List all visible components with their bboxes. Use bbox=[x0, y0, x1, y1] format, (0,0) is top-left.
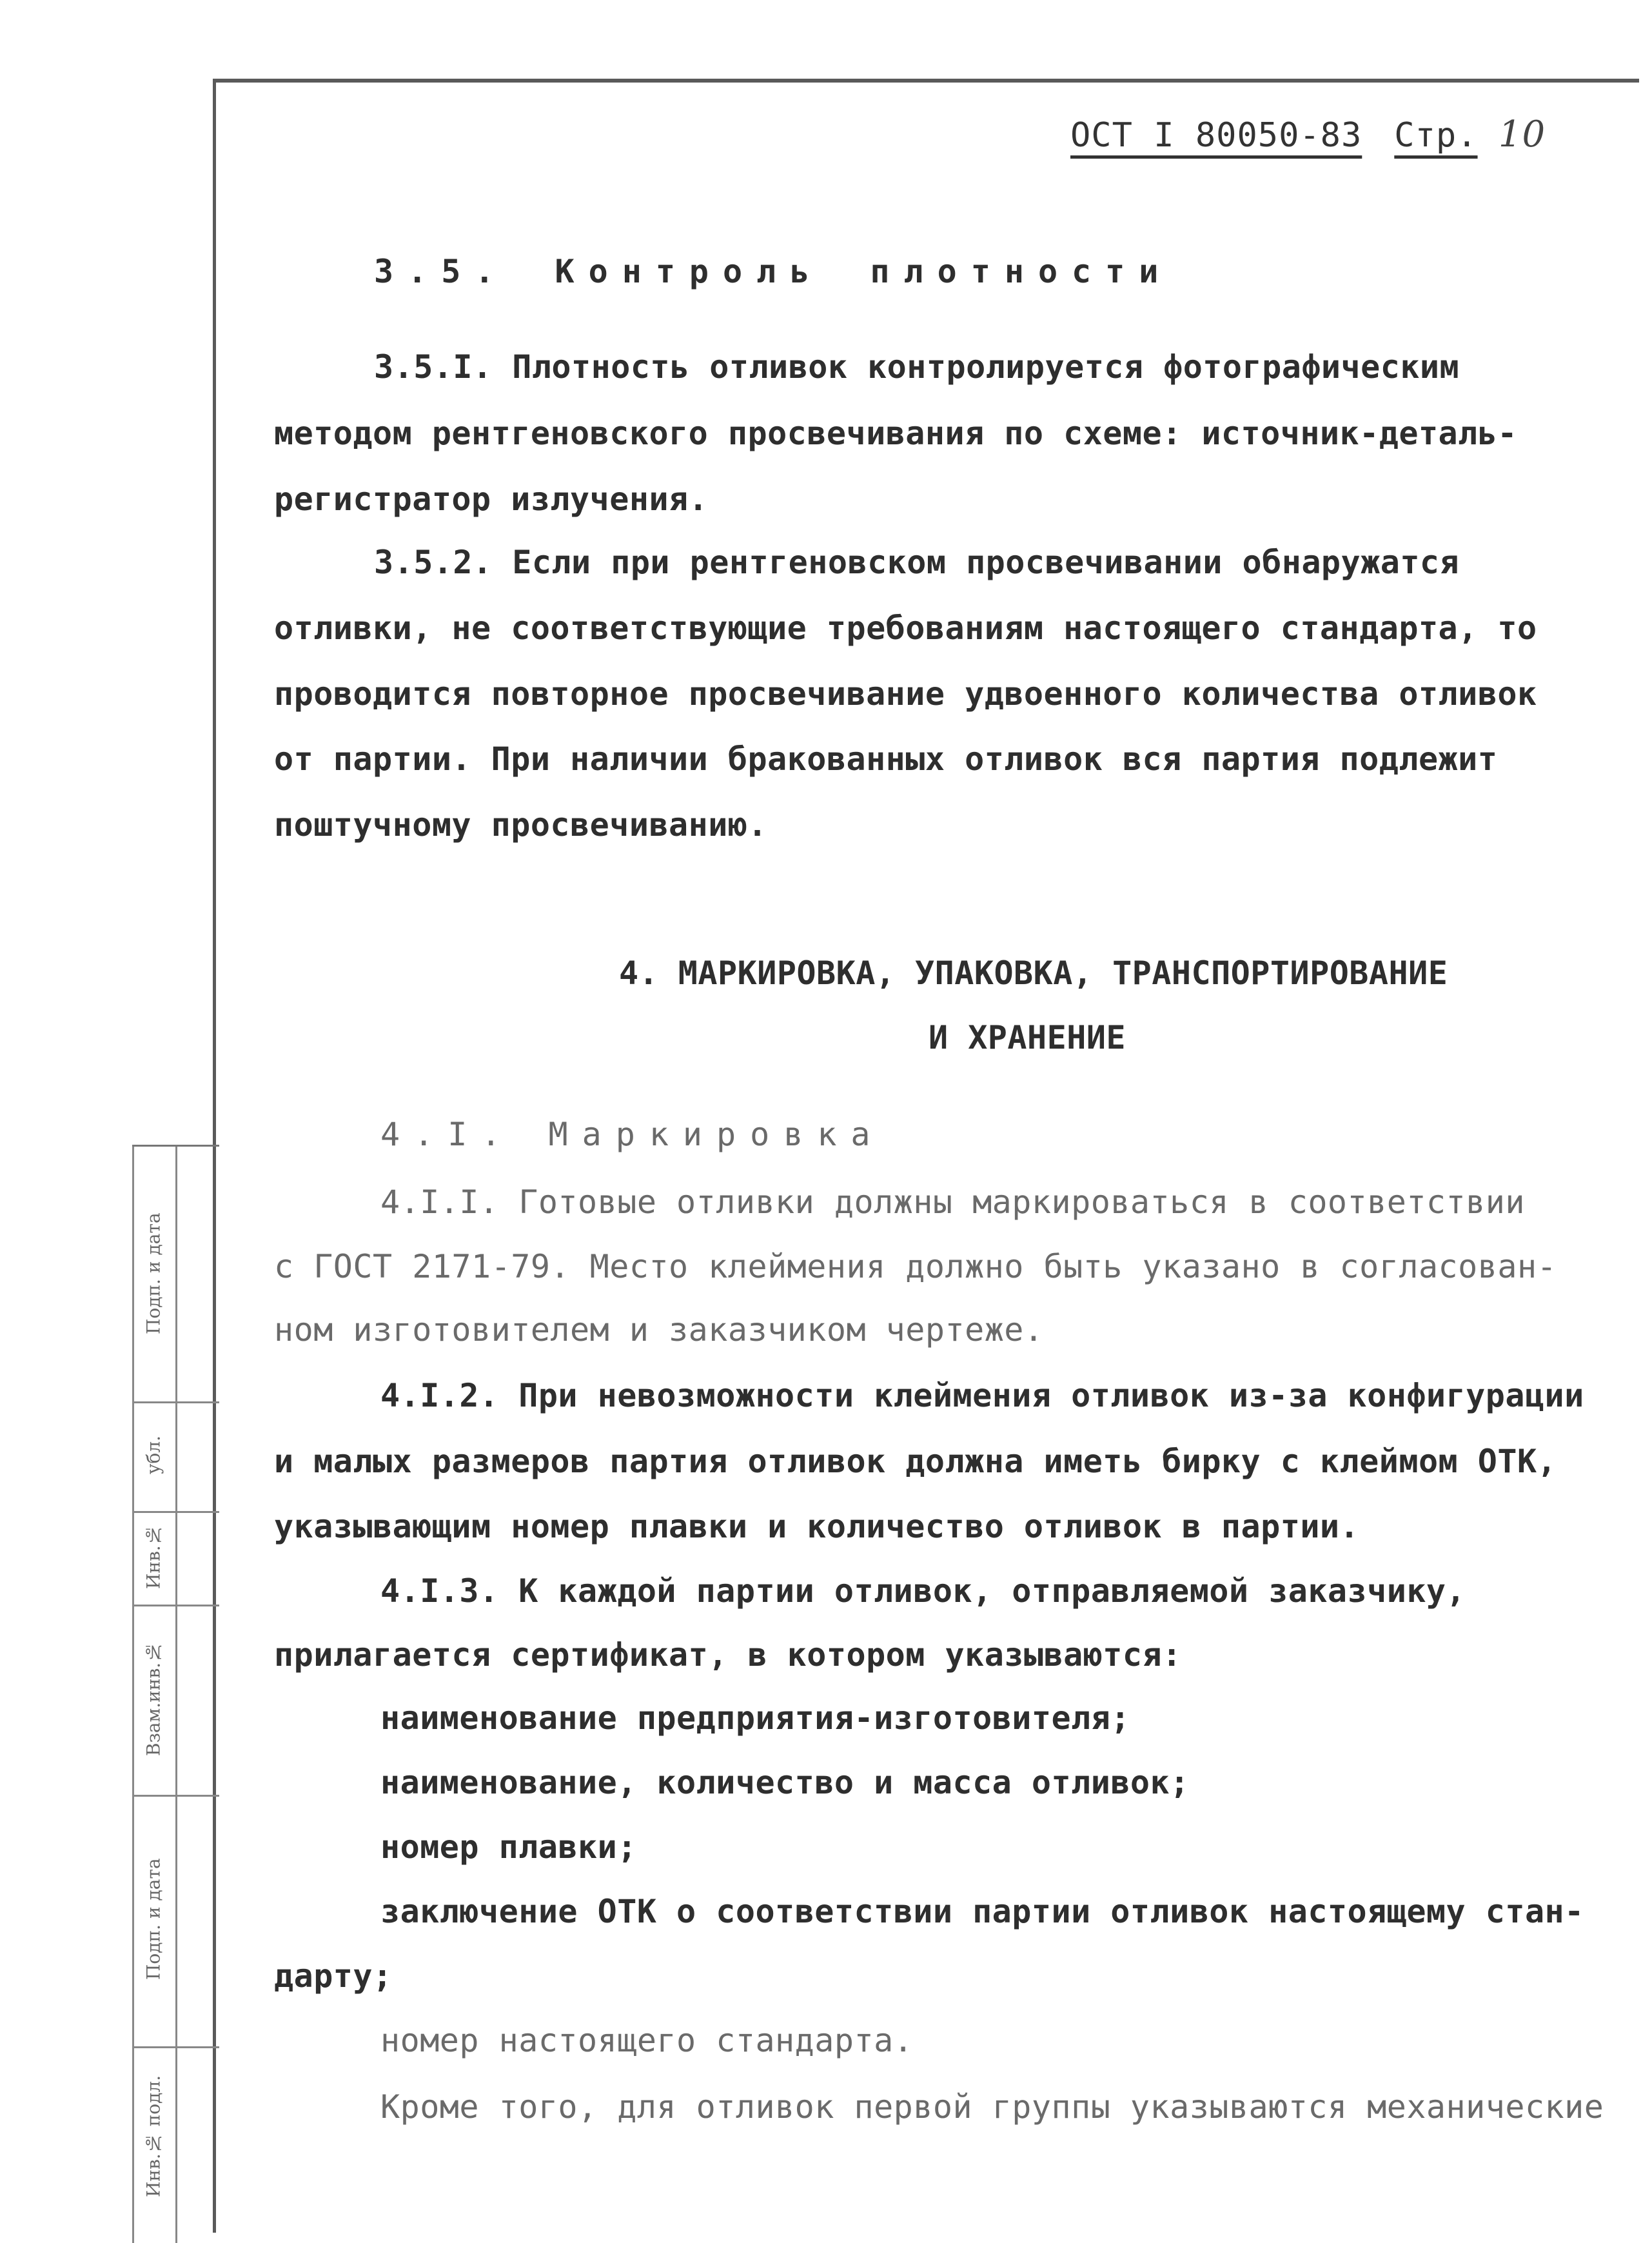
paragraph-3-5-2-line-2: отливки, не соответствующие требованиям настоящего стандарта, то bbox=[274, 609, 1537, 647]
paragraph-4-1-2-line-2: и малых размеров партия отливок должна иметь бирку с клеймом ОТК, bbox=[274, 1443, 1557, 1480]
paragraph-3-5-2-line-3: проводится повторное просвечивание удвоенного количества отливок bbox=[274, 675, 1537, 713]
paragraph-4-1-1-line-1: 4.I.I. Готовые отливки должны маркироваться в соответствии bbox=[380, 1183, 1525, 1221]
paragraph-3-5-1-line-1: 3.5.I. Плотность отливок контролируется фотографическим bbox=[374, 348, 1460, 386]
section-4-title-line-1: 4. МАРКИРОВКА, УПАКОВКА, ТРАНСПОРТИРОВАНИЕ bbox=[619, 954, 1448, 992]
stamp-label-inv: Инв.№ bbox=[143, 1524, 164, 1589]
paragraph-4-1-1-line-3: ном изготовителем и заказчиком чертеже. bbox=[274, 1311, 1044, 1349]
stamp-label-ubl: убл. bbox=[143, 1435, 164, 1475]
paragraph-3-5-2-line-4: от партии. При наличии бракованных отливок вся партия подлежит bbox=[274, 740, 1498, 778]
list-item: номер настоящего стандарта. bbox=[380, 2022, 914, 2059]
stamp-label-inv-original: Инв.№ подл. bbox=[143, 2075, 164, 2197]
section-4-title-line-2: И ХРАНЕНИЕ bbox=[929, 1019, 1126, 1056]
stamp-label-sign-date-2: Подп. и дата bbox=[143, 1858, 164, 1981]
paragraph-4-1-2-line-1: 4.I.2. При невозможности клеймения отливок из-за конфигурации bbox=[380, 1377, 1584, 1414]
standard-number: ОСТ I 80050-83 bbox=[1070, 116, 1362, 155]
stamp-label-sign-date: Подп. и дата bbox=[143, 1212, 164, 1335]
stamp-label-replace-inv: Взам.инв.№ bbox=[143, 1641, 164, 1756]
list-item: наименование предприятия-изготовителя; bbox=[380, 1699, 1130, 1737]
paragraph-3-5-1-line-3: регистратор излучения. bbox=[274, 480, 709, 518]
last-line: Кроме того, для отливок первой группы указываются механические bbox=[380, 2088, 1604, 2126]
paragraph-3-5-2-line-5: поштучному просвечиванию. bbox=[274, 806, 768, 844]
paragraph-3-5-2-line-1: 3.5.2. Если при рентгеновском просвечивании обнаружатся bbox=[374, 544, 1460, 581]
paragraph-4-1-1-line-2: с ГОСТ 2171-79. Место клеймения должно быть указано в согласован- bbox=[274, 1248, 1557, 1285]
list-item: заключение ОТК о соответствии партии отливок настоящему стан- bbox=[380, 1893, 1584, 1930]
page-header bbox=[1070, 114, 1546, 159]
paragraph-4-1-3-line-2: прилагается сертификат, в котором указываются: bbox=[274, 1636, 1182, 1674]
page-number: 10 bbox=[1498, 114, 1546, 155]
list-item: дарту; bbox=[274, 1957, 393, 1995]
subsection-4-1-heading: 4.I. Маркировка bbox=[380, 1116, 885, 1153]
section-3-5-heading: 3.5. Контроль плотности bbox=[374, 253, 1173, 290]
list-item: наименование, количество и масса отливок; bbox=[380, 1764, 1190, 1801]
paragraph-4-1-3-line-1: 4.I.3. К каждой партии отливок, отправляемой заказчику, bbox=[380, 1572, 1466, 1610]
paragraph-3-5-1-line-2: методом рентгеновского просвечивания по схеме: источник-деталь- bbox=[274, 415, 1517, 452]
paragraph-4-1-2-line-3: указывающим номер плавки и количество отливок в партии. bbox=[274, 1508, 1360, 1545]
page-label: Стр. bbox=[1394, 116, 1478, 155]
list-item: номер плавки; bbox=[380, 1828, 637, 1866]
